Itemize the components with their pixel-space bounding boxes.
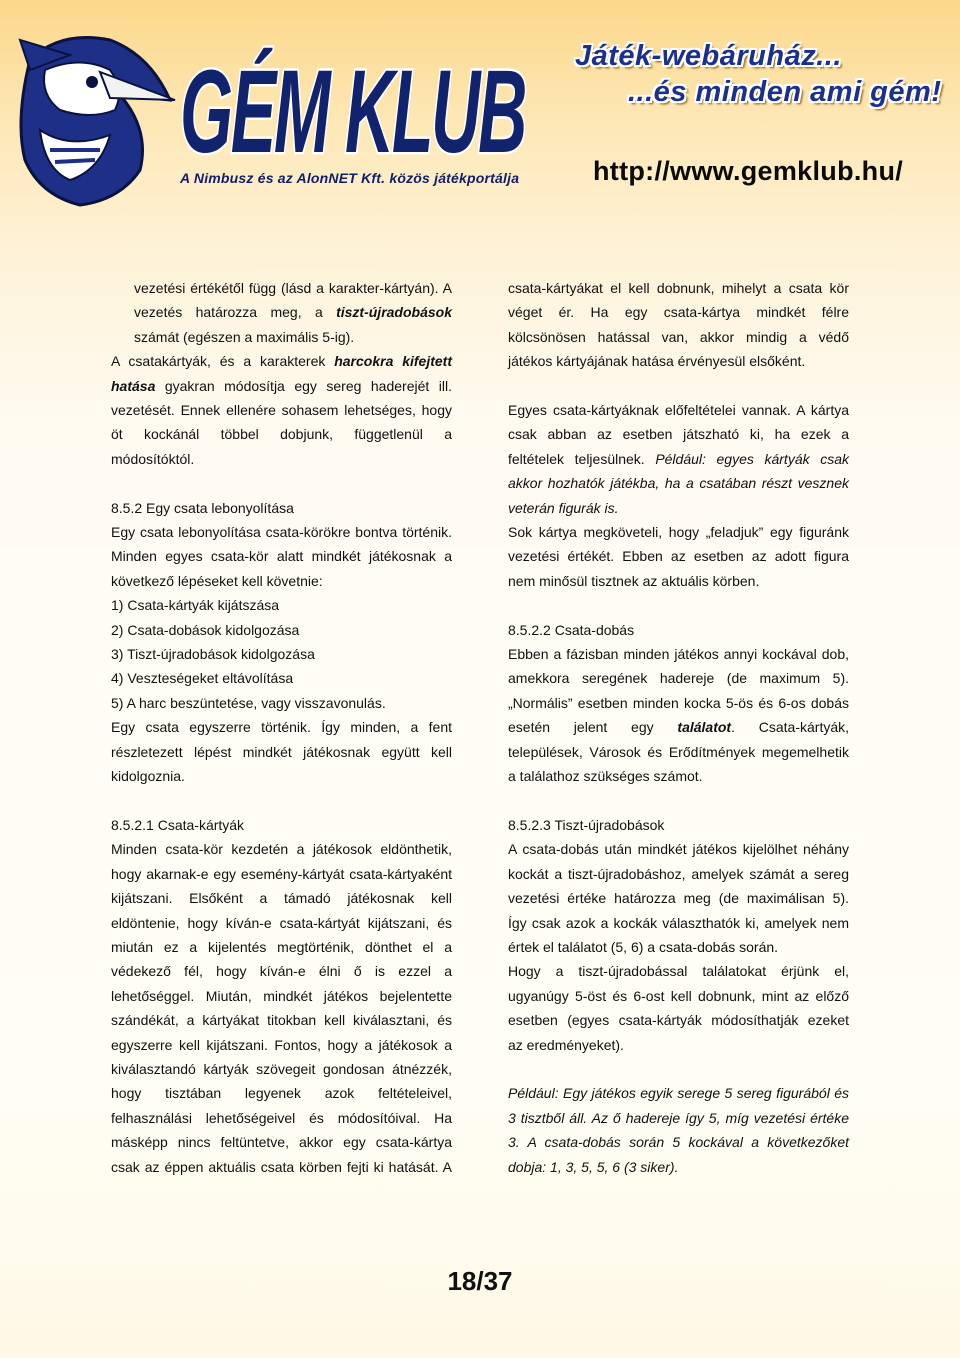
text-line: Minden egyes csata-kör alatt mindkét játékosnak a bbox=[111, 548, 452, 565]
text-line: vezetési értéke határozza meg (de maximálisan 5). bbox=[508, 890, 849, 907]
text-line: felhasználási lehetőségeivel és módosítóival. Ha bbox=[111, 1109, 452, 1126]
text-line: Ebben a fázisban minden játékos annyi kockával dob, bbox=[508, 646, 849, 663]
logo-wordmark: GÉM KLUB bbox=[180, 46, 525, 178]
text-line: egyszerre kell kijátszani. Fontos, hogy a játékosok a bbox=[111, 1036, 452, 1053]
text-line: kijátszani. Elsőként a támadó játékosnak kell bbox=[111, 890, 452, 907]
text-line: hatása gyakran módosítja egy sereg haderejét ill. bbox=[111, 377, 452, 394]
text-line: kidolgoznia. bbox=[111, 768, 185, 785]
text-line: A csatakártyák, és a karakterek harcokra kifejtett bbox=[111, 353, 452, 370]
text-line: nem minősül tisztnek az aktuális körben. bbox=[508, 572, 760, 589]
list-item: 4) Veszteségeket eltávolítása bbox=[111, 670, 294, 687]
logo-subtitle: A Nimbusz és az AlonNET Kft. közös játékportálja bbox=[180, 170, 520, 186]
text-line: következő lépéseket kell követnie: bbox=[111, 572, 323, 589]
slogan-line2: ...és minden ami gém! bbox=[628, 76, 942, 108]
text-line: A csata-dobás után mindkét játékos kijelölhet néhány bbox=[508, 841, 849, 858]
list-item: 1) Csata-kártyák kijátszása bbox=[111, 597, 280, 614]
text-line: védekező fél, hogy kíván-e élni ő is ezzel a bbox=[111, 963, 452, 980]
text-line: Hogy a tiszt-újradobással találatokat érjünk el, bbox=[508, 963, 849, 980]
section-heading: 8.5.2.3 Tiszt-újradobások bbox=[508, 816, 665, 833]
example-line: 3 tisztből áll. Az ő hadereje így 5, míg vezetési értéke bbox=[508, 1109, 849, 1126]
text-line: kockát a tiszt-újradobáshoz, amelyek számát a sereg bbox=[508, 865, 849, 882]
text-line: játékos kártyájának hatása érvényesül elsőként. bbox=[508, 353, 806, 370]
text-line: esetén jelent egy találatot. Csata-kártyák, bbox=[508, 719, 850, 736]
text-line: Így csak azok a kockák választhatók ki, amelyek nem bbox=[508, 914, 849, 931]
text-line: akkor hozhatók játékba, ha a csatában részt vesznek bbox=[508, 475, 849, 492]
page-header bbox=[0, 0, 960, 230]
list-item: 3) Tiszt-újradobások kidolgozása bbox=[111, 646, 315, 663]
site-url[interactable]: http://www.gemklub.hu/ bbox=[593, 156, 904, 186]
text-line: másképp nincs feltüntetve, akkor egy csata-kártya bbox=[111, 1134, 452, 1151]
text-line: feltételek teljesülnek. Például: egyes kártyák csak bbox=[508, 450, 850, 467]
section-heading: 8.5.2.1 Csata-kártyák bbox=[111, 816, 245, 833]
text-line: a találathoz szükséges számot. bbox=[508, 768, 703, 785]
text-line: vezetési értékét. Ebben az esetben az adott figura bbox=[508, 548, 849, 565]
text-line: csata-kártyákat el kell dobnunk, mihelyt a csata kör bbox=[508, 280, 849, 296]
text-line: amekkora seregének hadereje (de maximum 5). bbox=[508, 670, 849, 687]
text-line: kiválasztandó kártyák szövegeit gondosan átnézzék, bbox=[111, 1060, 452, 1077]
list-item: 2) Csata-dobások kidolgozása bbox=[111, 621, 300, 638]
text-line: módosítóktól. bbox=[111, 450, 195, 467]
text-line: lehetőséggel. Miután, mindkét játékos bejelentette bbox=[111, 987, 452, 1004]
text-line: ugyanúgy 5-öst és 6-ost kell dobnunk, mint az előző bbox=[508, 987, 849, 1004]
text-line: véget ér. Ha egy csata-kártya mindkét félre bbox=[508, 304, 849, 321]
text-line: települések, Városok és Erődítmények megemelhetik bbox=[508, 743, 849, 760]
text-line: csak abban az esetben játszható ki, ha ezek a bbox=[508, 426, 849, 443]
text-line: vezetés határozza meg, a tiszt-újradobások bbox=[134, 304, 452, 321]
example-line: Például: Egy játékos egyik serege 5 sereg figurából és bbox=[508, 1085, 849, 1102]
text-line: Egy csata egyszerre történik. Így minden, a fent bbox=[111, 719, 452, 736]
text-line: szándékát, a kártyákat titokban kell kiválasztani, és bbox=[111, 1012, 452, 1029]
text-line: hogy akarnak-e egy esemény-kártyát csata-kártyaként bbox=[111, 865, 452, 882]
text-line: részletezett lépést mindkét játékosnak együtt kell bbox=[111, 743, 452, 760]
text-line: öt kockánál többel dobjunk, függetlenül a bbox=[111, 426, 452, 443]
text-line: vezetését. Ennek ellenére sohasem lehetséges, hogy bbox=[111, 402, 452, 419]
text-line: „Normális” esetben minden kocka 5-ös és 6-os dobás bbox=[508, 694, 849, 711]
list-item: 5) A harc beszüntetése, vagy visszavonulás. bbox=[111, 694, 386, 711]
text-line: Egyes csata-kártyáknak előfeltételei vannak. A kártya bbox=[508, 402, 849, 419]
left-column bbox=[111, 276, 452, 1179]
text-line: Sok kártya megköveteli, hogy „feladjuk” egy figuránk bbox=[508, 524, 849, 541]
text-line: esetben (egyes csata-kártyák módosíthatják ezeket bbox=[508, 1012, 849, 1029]
right-column bbox=[508, 276, 849, 1179]
text-line: miután ez a kijelentés megtörténik, dönthet el a bbox=[111, 938, 452, 955]
text-line: értek el találatot (5, 6) a csata-dobás során. bbox=[508, 938, 779, 955]
text-line: eldöntenie, hogy kíván-e csata-kártyát kijátszani, és bbox=[111, 914, 452, 931]
example-line: dobja: 1, 3, 5, 5, 6 (3 siker). bbox=[508, 1158, 679, 1175]
text-line: Minden csata-kör kezdetén a játékosok eldönthetik, bbox=[111, 841, 452, 858]
section-heading: 8.5.2 Egy csata lebonyolítása bbox=[111, 499, 294, 516]
bird-mascot-icon bbox=[20, 38, 175, 206]
text-line: az eredményeket). bbox=[508, 1036, 624, 1053]
text-line: hogy tisztában legyenek azok feltételeivel, bbox=[111, 1085, 452, 1102]
text-line: számát (egészen a maximális 5-ig). bbox=[134, 328, 355, 345]
text-line: kölcsönösen hatással van, akkor mindig a védő bbox=[508, 328, 849, 345]
text-line: csak az éppen aktuális csata körben fejti ki hatását. A bbox=[111, 1158, 452, 1175]
text-line: vezetési értékétől függ (lásd a karakter-kártyán). A bbox=[134, 280, 452, 296]
example-line: 3. A csata-dobás során 5 kockával a következőket bbox=[508, 1134, 849, 1151]
gemklub-logo bbox=[0, 0, 560, 220]
text-line: Egy csata lebonyolítása csata-körökre bontva történik. bbox=[111, 524, 452, 541]
page-number: 18/37 bbox=[447, 1266, 513, 1296]
section-heading: 8.5.2.2 Csata-dobás bbox=[508, 621, 635, 638]
text-line: veterán figurák is. bbox=[508, 499, 619, 516]
slogan-line1: Játék-webáruház... bbox=[575, 40, 842, 72]
